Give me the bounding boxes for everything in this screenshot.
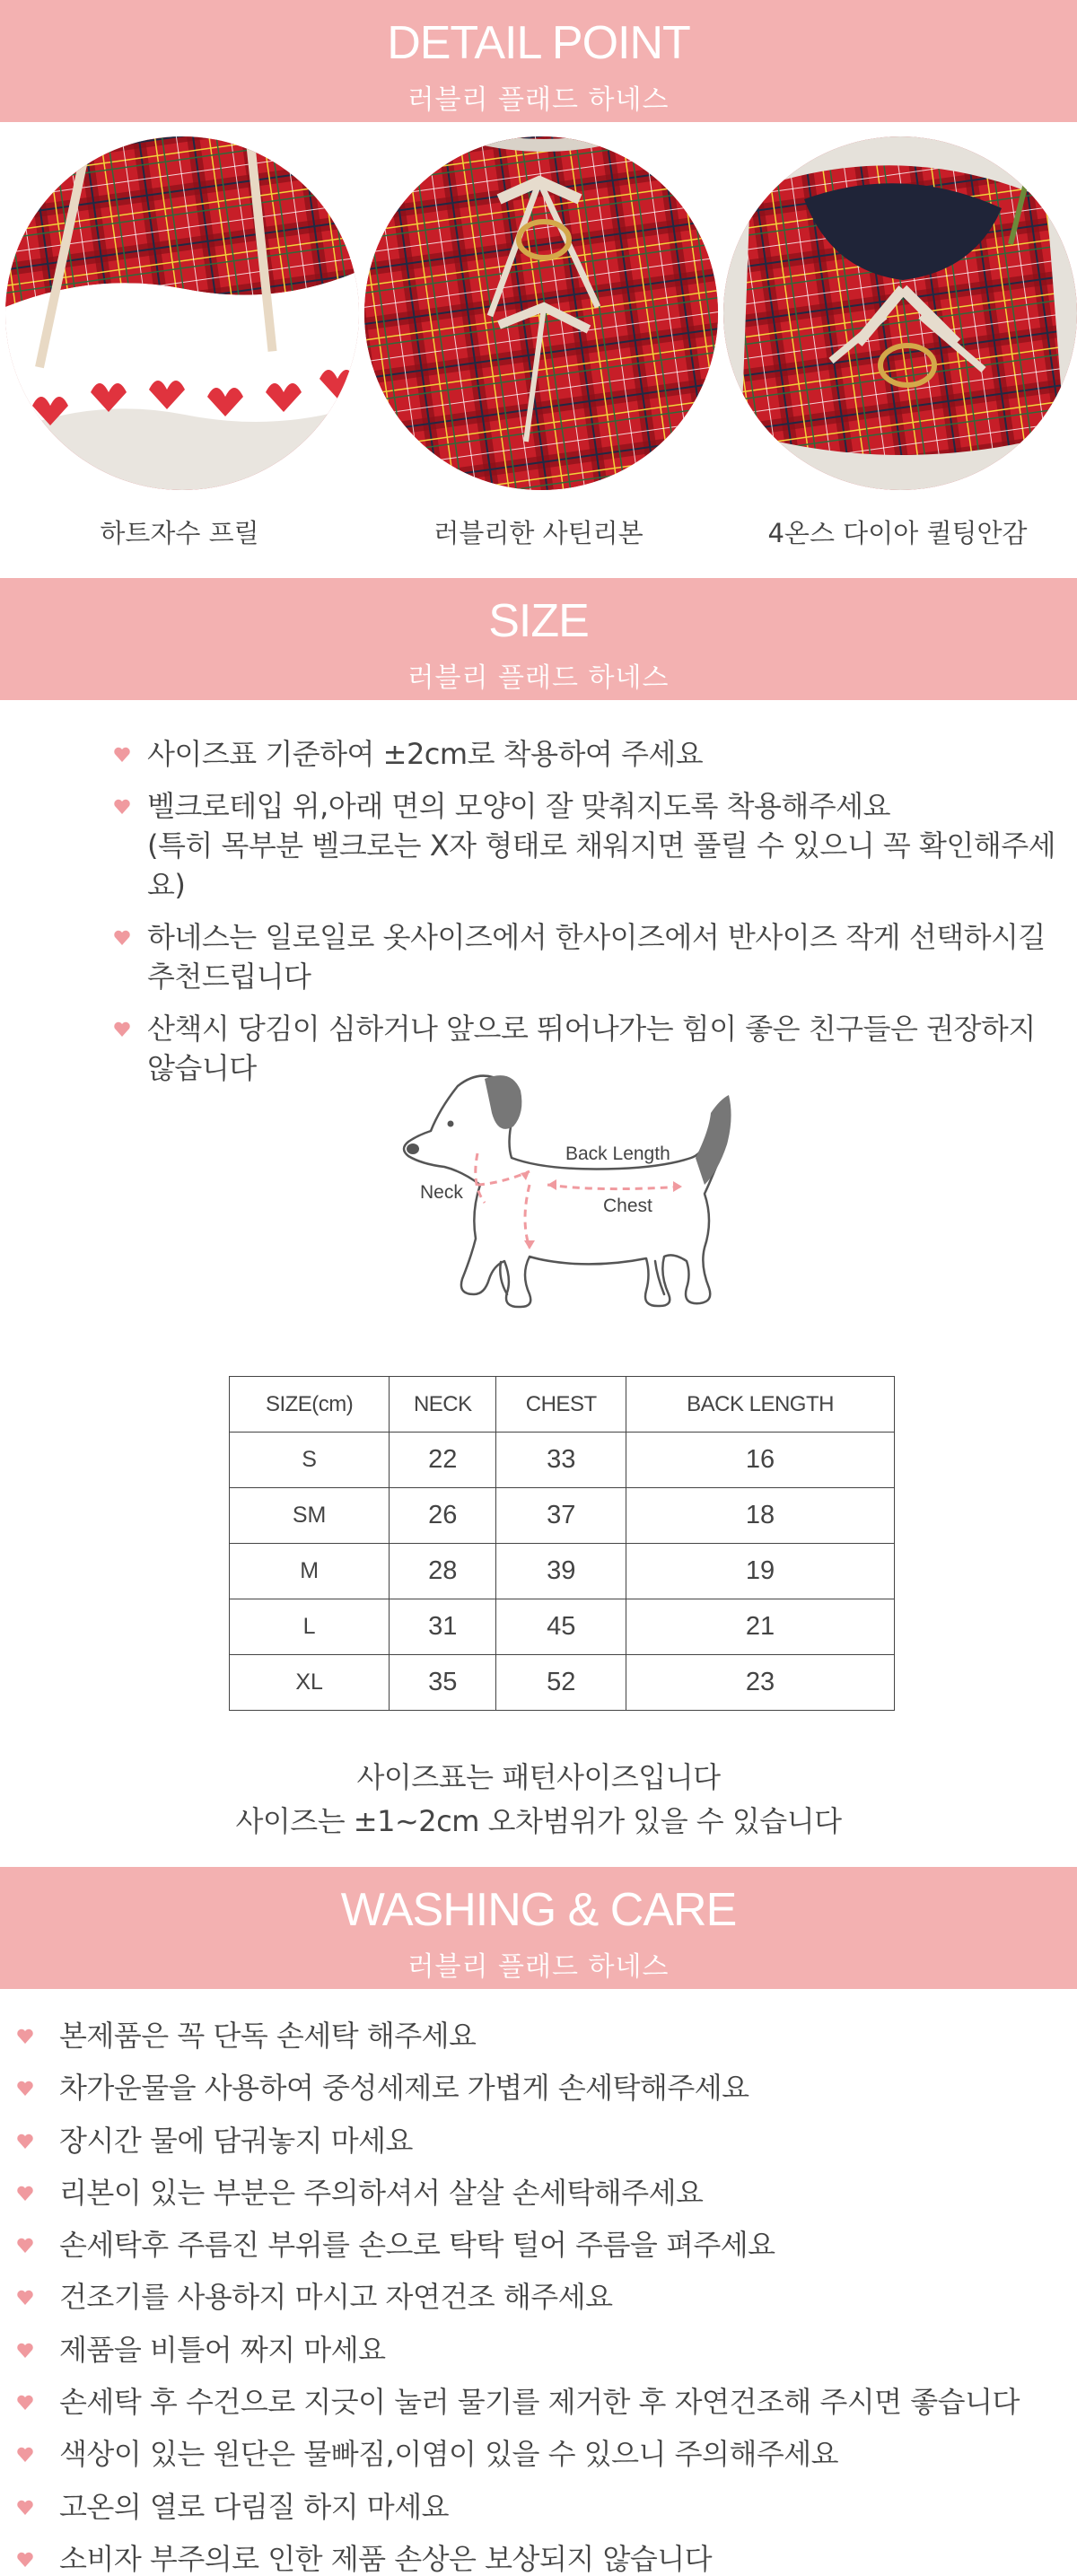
heart-icon	[16, 2343, 34, 2359]
washing-care-title: WASHING & CARE	[340, 1884, 737, 1936]
back-length-label: Back Length	[565, 1143, 670, 1164]
size-note: 벨크로테입 위,아래 면의 모양이 잘 맞춰지도록 착용해주세요 (특히 목부분 벨크로는 X자 형태로 채워지면 풀릴 수 있으니 꼭 확인해주세요)	[113, 786, 1064, 905]
list-item: 본제품은 꼭 단독 손세탁 해주세요	[13, 2016, 1072, 2068]
heart-icon	[16, 2447, 34, 2463]
heart-icon	[16, 2395, 34, 2411]
table-row: L 31 45 21	[230, 1599, 895, 1655]
table-row: XL 35 52 23	[230, 1655, 895, 1711]
heart-embroidery-frill-photo	[5, 136, 359, 490]
table-row: S 22 33 16	[230, 1433, 895, 1488]
list-item: 건조기를 사용하지 마시고 자연건조 해주세요	[13, 2277, 1072, 2329]
washing-care-subtitle: 러블리 플래드 하네스	[407, 1951, 670, 1983]
size-banner	[0, 578, 1077, 700]
list-item: 색상이 있는 원단은 물빠짐,이염이 있을 수 있으니 주의해주세요	[13, 2434, 1072, 2486]
dog-measurement-diagram	[395, 1059, 754, 1355]
heart-icon	[113, 930, 131, 946]
heart-icon	[16, 2238, 34, 2254]
table-row: M 28 39 19	[230, 1544, 895, 1599]
satin-ribbon-photo	[364, 136, 718, 490]
list-item: 제품을 비틀어 짜지 마세요	[13, 2330, 1072, 2382]
detail-point-title: DETAIL POINT	[387, 17, 690, 69]
heart-icon	[16, 2134, 34, 2150]
list-item: 손세탁 후 수건으로 지긋이 눌러 물기를 제거한 후 자연건조해 주시면 좋습니다	[13, 2382, 1072, 2434]
table-row: SM 26 37 18	[230, 1488, 895, 1544]
heart-icon	[16, 2028, 34, 2045]
heart-icon	[16, 2186, 34, 2202]
washing-care-banner	[0, 1867, 1077, 1989]
heart-icon	[113, 747, 131, 763]
photo-caption-2: 러블리한 사틴리본	[433, 518, 644, 548]
size-notes	[113, 734, 1064, 1100]
detail-point-subtitle: 러블리 플래드 하네스	[407, 84, 670, 116]
list-item: 리본이 있는 부분은 주의하셔서 살살 손세탁해주세요	[13, 2173, 1072, 2225]
heart-icon	[16, 2290, 34, 2306]
size-title: SIZE	[488, 595, 589, 647]
size-note: 사이즈표 기준하여 ±2cm로 착용하여 주세요	[113, 734, 1064, 774]
table-header: SIZE(cm)	[230, 1377, 390, 1433]
heart-icon	[16, 2500, 34, 2516]
heart-icon	[16, 2081, 34, 2097]
list-item: 소비자 부주의로 인한 제품 손상은 보상되지 않습니다	[13, 2539, 1072, 2576]
table-header: CHEST	[496, 1377, 626, 1433]
size-subtitle: 러블리 플래드 하네스	[407, 662, 670, 694]
list-item: 차가운물을 사용하여 중성세제로 가볍게 손세탁해주세요	[13, 2068, 1072, 2120]
washing-care-list	[13, 2016, 1072, 2576]
table-header: NECK	[390, 1377, 496, 1433]
table-note-pattern-size: 사이즈표는 패턴사이즈입니다	[356, 1760, 721, 1794]
heart-icon	[16, 2552, 34, 2568]
heart-icon	[113, 799, 131, 815]
table-header: BACK LENGTH	[626, 1377, 895, 1433]
size-note: 하네스는 일로일로 옷사이즈에서 한사이즈에서 반사이즈 작게 선택하시길 추천드립니다	[113, 917, 1064, 996]
diamond-quilting-lining-photo	[723, 136, 1077, 490]
size-chart-table	[229, 1376, 895, 1711]
list-item: 고온의 열로 다림질 하지 마세요	[13, 2487, 1072, 2539]
table-note-tolerance: 사이즈는 ±1~2cm 오차범위가 있을 수 있습니다	[235, 1804, 842, 1838]
detail-point-banner	[0, 0, 1077, 122]
list-item: 장시간 물에 담궈놓지 마세요	[13, 2121, 1072, 2173]
list-item: 손세탁후 주름진 부위를 손으로 탁탁 털어 주름을 펴주세요	[13, 2225, 1072, 2277]
size-note: 산책시 당김이 심하거나 앞으로 뛰어나가는 힘이 좋은 친구들은 권장하지 않습니다	[113, 1009, 1064, 1088]
photo-caption-3: 4온스 다이아 퀼팅안감	[767, 518, 1028, 548]
chest-label: Chest	[603, 1196, 652, 1216]
neck-label: Neck	[420, 1182, 463, 1203]
table-header-row	[230, 1377, 895, 1433]
photo-caption-1: 하트자수 프릴	[100, 518, 259, 548]
heart-icon	[113, 1021, 131, 1038]
